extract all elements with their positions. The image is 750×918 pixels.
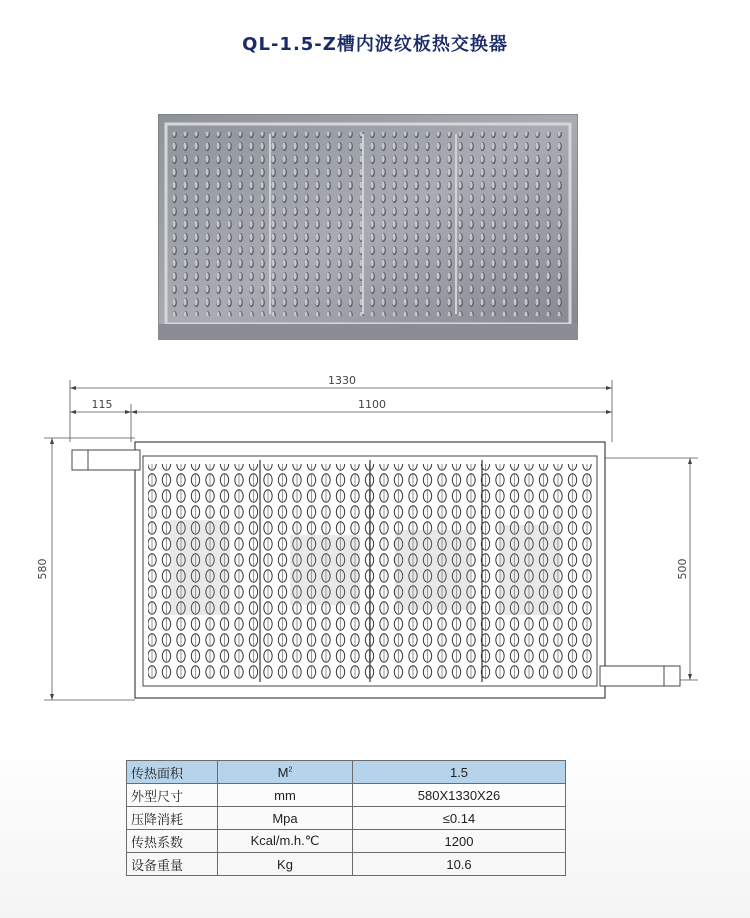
spec-label: 外型尺寸 <box>127 784 218 807</box>
spec-table <box>126 760 566 876</box>
page-title: QL-1.5-Z槽内波纹板热交换器 <box>242 34 508 55</box>
dim-header-offset: 115 <box>91 398 113 411</box>
spec-value: 580X1330X26 <box>353 784 566 807</box>
spec-value: 10.6 <box>353 853 566 876</box>
spec-unit: mm <box>218 784 353 807</box>
table-row <box>127 761 566 784</box>
spec-value: 1200 <box>353 830 566 853</box>
dim-channel-height: 500 <box>676 558 689 580</box>
spec-unit: Mpa <box>218 807 353 830</box>
spec-label: 设备重量 <box>127 853 218 876</box>
spec-label: 传热面积 <box>127 761 218 784</box>
technical-drawing <box>0 360 750 710</box>
table-row <box>127 784 566 807</box>
spec-unit: Kcal/m.h.℃ <box>218 830 353 853</box>
table-row <box>127 853 566 876</box>
heat-exchanger-photo <box>158 114 578 340</box>
dim-overall-height: 580 <box>36 558 49 580</box>
spec-value: 1.5 <box>353 761 566 784</box>
spec-unit: $M^2$ <box>218 761 353 784</box>
spec-unit: Kg <box>218 853 353 876</box>
spec-section <box>0 740 750 918</box>
table-row <box>127 807 566 830</box>
table-row <box>127 830 566 853</box>
dim-channel-length: 1100 <box>358 398 386 411</box>
spec-label: 压降消耗 <box>127 807 218 830</box>
spec-label: 传热系数 <box>127 830 218 853</box>
spec-value: ≤0.14 <box>353 807 566 830</box>
dim-overall-length: 1330 <box>328 374 356 387</box>
